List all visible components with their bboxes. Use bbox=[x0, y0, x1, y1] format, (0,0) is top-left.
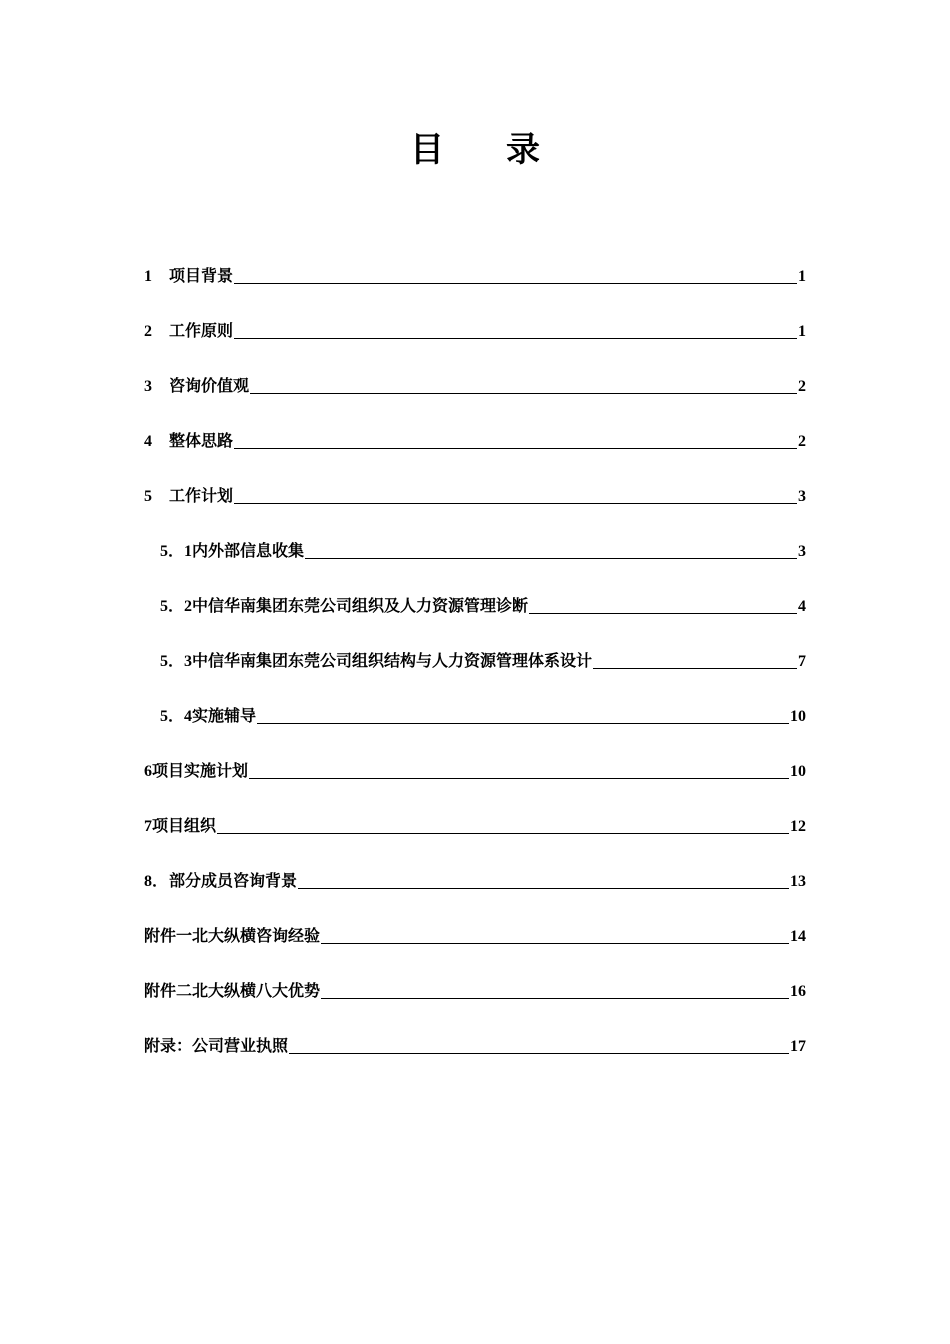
toc-entry-label: 附录：公司营业执照 bbox=[144, 1038, 289, 1055]
toc-leader-line bbox=[217, 833, 789, 834]
toc-leader-line bbox=[249, 778, 789, 779]
toc-entry-appendix-1[interactable] bbox=[144, 900, 806, 955]
toc-entry-business-license[interactable] bbox=[144, 1010, 806, 1065]
toc-entry-info-collection[interactable] bbox=[144, 515, 806, 570]
toc-entry-number: 5．3 bbox=[160, 653, 193, 670]
toc-entry-label: 项目实施计划 bbox=[152, 763, 249, 780]
toc-entry-label: 整体思路 bbox=[169, 433, 234, 450]
toc-leader-line bbox=[305, 558, 797, 559]
toc-entry-project-background[interactable] bbox=[144, 240, 806, 295]
toc-entry-label: 咨询价值观 bbox=[169, 378, 250, 395]
toc-entry-label: 内外部信息收集 bbox=[192, 543, 305, 560]
toc-entry-number: 8． bbox=[144, 873, 169, 890]
toc-entry-number: 3 bbox=[144, 378, 152, 395]
toc-entry-page: 7 bbox=[798, 653, 806, 670]
toc-entry-implementation-plan[interactable] bbox=[144, 735, 806, 790]
toc-entry-number: 6 bbox=[144, 763, 152, 780]
toc-entry-label: 部分成员咨询背景 bbox=[169, 873, 298, 890]
toc-leader-line bbox=[298, 888, 789, 889]
toc-entry-member-background[interactable] bbox=[144, 845, 806, 900]
toc-entry-label: 实施辅导 bbox=[192, 708, 257, 725]
toc-title-char-1: 目 bbox=[410, 132, 444, 169]
toc-leader-line bbox=[234, 283, 797, 284]
toc-entry-page: 17 bbox=[790, 1038, 806, 1055]
toc-leader-line bbox=[234, 448, 797, 449]
toc-entry-label: 项目组织 bbox=[152, 818, 217, 835]
toc-entry-page: 10 bbox=[790, 763, 806, 780]
toc-entry-page: 3 bbox=[798, 488, 806, 505]
toc-entry-label: 工作计划 bbox=[169, 488, 234, 505]
toc-entry-number: 5．1 bbox=[160, 543, 193, 560]
toc-entry-number: 7 bbox=[144, 818, 152, 835]
toc-leader-line bbox=[289, 1053, 789, 1054]
toc-list bbox=[144, 240, 806, 1065]
toc-leader-line bbox=[234, 503, 797, 504]
toc-entry-label: 中信华南集团东莞公司组织及人力资源管理诊断 bbox=[192, 598, 529, 615]
toc-entry-work-principles[interactable] bbox=[144, 295, 806, 350]
toc-entry-number: 2 bbox=[144, 323, 152, 340]
toc-entry-project-organization[interactable] bbox=[144, 790, 806, 845]
toc-leader-line bbox=[593, 668, 797, 669]
toc-leader-line bbox=[321, 998, 789, 999]
toc-entry-label: 中信华南集团东莞公司组织结构与人力资源管理体系设计 bbox=[192, 653, 593, 670]
toc-leader-line bbox=[257, 723, 789, 724]
toc-entry-number: 1 bbox=[144, 268, 152, 285]
toc-title-char-2: 录 bbox=[506, 132, 540, 169]
toc-entry-number: 5．2 bbox=[160, 598, 193, 615]
toc-entry-diagnosis[interactable] bbox=[144, 570, 806, 625]
toc-leader-line bbox=[529, 613, 797, 614]
toc-entry-page: 16 bbox=[790, 983, 806, 1000]
toc-entry-page: 4 bbox=[798, 598, 806, 615]
toc-entry-overall-approach[interactable] bbox=[144, 405, 806, 460]
toc-leader-line bbox=[234, 338, 797, 339]
toc-entry-page: 2 bbox=[798, 433, 806, 450]
toc-entry-page: 3 bbox=[798, 543, 806, 560]
toc-entry-page: 10 bbox=[790, 708, 806, 725]
toc-leader-line bbox=[321, 943, 789, 944]
toc-entry-work-plan[interactable] bbox=[144, 460, 806, 515]
toc-entry-consulting-values[interactable] bbox=[144, 350, 806, 405]
toc-entry-appendix-2[interactable] bbox=[144, 955, 806, 1010]
toc-entry-number: 5．4 bbox=[160, 708, 193, 725]
toc-entry-number: 5 bbox=[144, 488, 152, 505]
toc-title bbox=[0, 122, 950, 171]
toc-entry-implementation-coaching[interactable] bbox=[144, 680, 806, 735]
toc-entry-page: 13 bbox=[790, 873, 806, 890]
toc-entry-label: 项目背景 bbox=[169, 268, 234, 285]
toc-entry-page: 14 bbox=[790, 928, 806, 945]
toc-entry-page: 12 bbox=[790, 818, 806, 835]
toc-entry-system-design[interactable] bbox=[144, 625, 806, 680]
toc-entry-page: 1 bbox=[798, 323, 806, 340]
toc-leader-line bbox=[250, 393, 797, 394]
toc-entry-label: 附件二北大纵横八大优势 bbox=[144, 983, 321, 1000]
toc-entry-label: 附件一北大纵横咨询经验 bbox=[144, 928, 321, 945]
toc-entry-label: 工作原则 bbox=[169, 323, 234, 340]
toc-entry-page: 1 bbox=[798, 268, 806, 285]
toc-entry-number: 4 bbox=[144, 433, 152, 450]
toc-entry-page: 2 bbox=[798, 378, 806, 395]
